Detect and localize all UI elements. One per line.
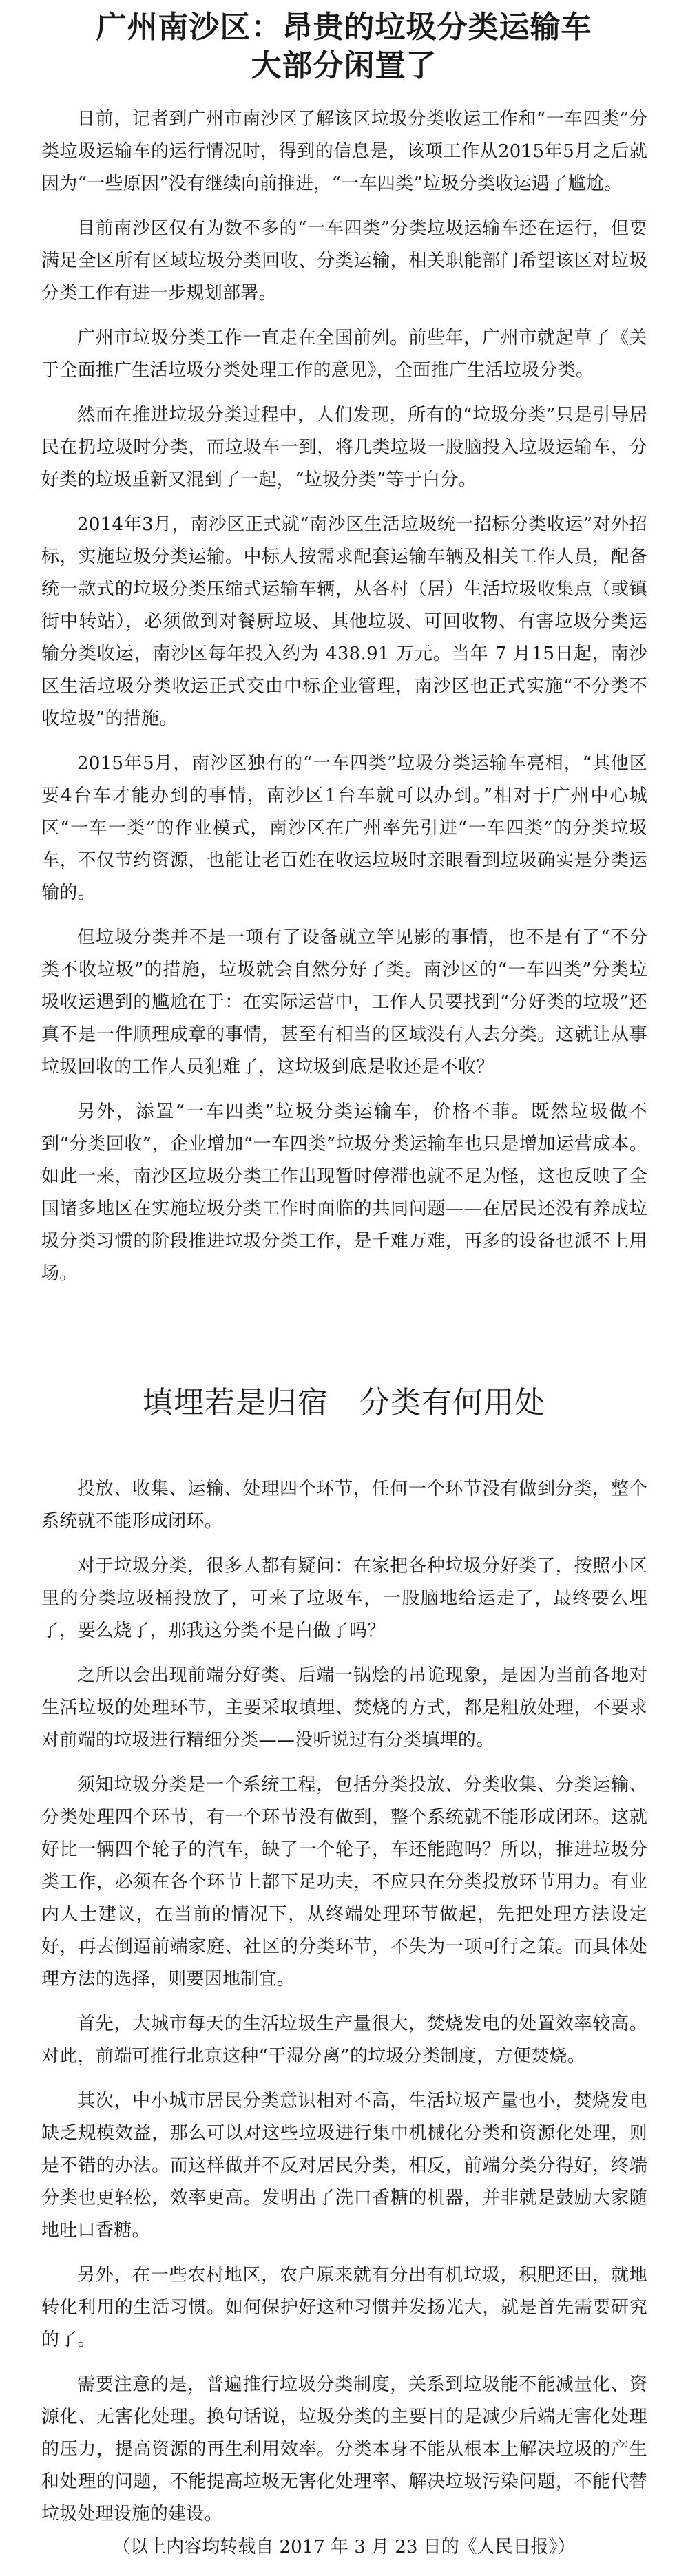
section-heading: 填埋若是归宿 分类有何用处 (143, 1385, 545, 1420)
article-body (41, 103, 647, 1302)
paragraph: 对于垃圾分类，很多人都有疑问：在家把各种垃圾分好类了，按照小区里的分类垃圾桶投放了，可来了垃圾车，一股脑地给运走了，最终要么埋了，要么烧了，那我这分类不是白做了吗？ (41, 1556, 647, 1641)
paragraph: 目前南沙区仅有为数不多的“一车四类”分类垃圾运输车还在运行，但要满足全区所有区域垃圾分类回收、分类运输，相关职能部门希望该区对垃圾分类工作有进一步规划部署。 (41, 218, 647, 304)
paragraph: 日前，记者到广州市南沙区了解该区垃圾分类收运工作和“一车四类”分类垃圾运输车的运行情况时，得到的信息是，该项工作从2015年5月之后就因为“一些原因”没有继续向前推进，“一车四类”垃圾分类收运遇了尴尬。 (41, 109, 647, 194)
paragraph: 需要注意的是，普遍推行垃圾分类制度，关系到垃圾能不能减量化、资源化、无害化处理。换句话说，垃圾分类的主要目的是减少后端无害化处理的压力，提高资源的再生利用效率。分类本身不能从根本上解决垃圾的产生和处理的问题，不能提高垃圾无害化处理率、解决垃圾污染问题，不能代替垃圾处理设施的建设。 (41, 2374, 647, 2524)
paragraph: 另外，在一些农村地区，农户原来就有分出有机垃圾，积肥还田，就地转化利用的生活习惯。如何保护好这种习惯并发扬光大，就是首先需要研究的了。 (41, 2265, 647, 2350)
paragraph: 之所以会出现前端分好类、后端一锅烩的吊诡现象，是因为当前各地对生活垃圾的处理环节，主要采取填埋、焚烧的方式，都是粗放处理，不要求对前端的垃圾进行精细分类——没听说过有分类填埋的。 (41, 1665, 647, 1751)
paragraph: 首先，大城市每天的生活垃圾生产量很大，焚烧发电的处置效率较高。对此，前端可推行北京这种“干湿分离”的垃圾分类制度，方便焚烧。 (41, 2014, 647, 2067)
paragraph: 2014年3月，南沙区正式就“南沙区生活垃圾统一招标分类收运”对外招标，实施垃圾分类运输。中标人按需求配套运输车辆及相关工作人员，配备统一款式的垃圾分类压缩式运输车辆，从各村（居）生活垃圾收集点（或镇街中转站），必须做到对餐厨垃圾、其他垃圾、可回收物、有害垃圾分类运输分类收运，南沙区每年投入约为 438.91 万元。当年 7 月15日起，南沙区生活垃圾分类收运正式交由中标企业管理，南沙区也正式实施“不分类不收垃圾”的措施。 (41, 514, 647, 729)
paragraph: 须知垃圾分类是一个系统工程，包括分类投放、分类收集、分类运输、分类处理四个环节，有一个环节没有做到，整个系统就不能形成闭环。这就好比一辆四个轮子的汽车，缺了一个轮子，车还能跑吗？所以，推进垃圾分类工作，必须在各个环节上都下足功夫，不应只在分类投放环节用力。有业内人士建议，在当前的情况下，从终端处理环节做起，先把处理方法设定好，再去倒逼前端家庭、社区的分类环节，不失为一项可行之策。而具体处理方法的选择，则要因地制宜。 (41, 1775, 647, 1989)
article-title (28, 8, 660, 85)
paragraph: 2015年5月，南沙区独有的“一车四类”垃圾分类运输车亮相，“其他区要4台车才能办到的事情，南沙区1台车就可以办到。”相对于广州中心城区“一车一类”的作业模式，南沙区在广州率先引进“一车四类”的分类垃圾车，不仅节约资源，也能让老百姓在收运垃圾时亲眼看到垃圾确实是分类运输的。 (41, 753, 647, 903)
source-credit: （以上内容均转载自 2017 年 3 月 23 日的《人民日报》） (112, 2537, 576, 2557)
title-line-1: 广州南沙区：昂贵的垃圾分类运输车 (96, 10, 592, 45)
paragraph: 但垃圾分类并不是一项有了设备就立竿见影的事情，也不是有了“不分类不收垃圾”的措施，垃圾就会自然分好了类。南沙区的“一车四类”分类垃圾收运遇到的尴尬在于：在实际运营中，工作人员要找到“分好类的垃圾”还真不是一件顺理成章的事情，甚至有相当的区域没有人去分类。这就让从事垃圾回收的工作人员犯难了，这垃圾到底是收还是不收？ (41, 927, 647, 1077)
title-line-2: 大部分闲置了 (251, 48, 437, 83)
paragraph: 投放、收集、运输、处理四个环节，任何一个环节没有做到分类，整个系统就不能形成闭环。 (41, 1479, 647, 1532)
paragraph: 其次，中小城市居民分类意识相对不高，生活垃圾产量也小，焚烧发电缺乏规模效益，那么可以对这些垃圾进行集中机械化分类和资源化处理，则是不错的办法。而这样做并不反对居民分类，相反，前端分类分得好，终端分类也更轻松，效率更高。发明出了洗口香糖的机器，并非就是鼓励大家随地吐口香糖。 (41, 2091, 647, 2241)
paragraph: 广州市垃圾分类工作一直走在全国前列。前些年，广州市就起草了《关于全面推广生活垃圾分类处理工作的意见》，全面推广生活垃圾分类。 (41, 328, 647, 381)
paragraph: 另外，添置“一车四类”垃圾分类运输车，价格不菲。既然垃圾做不到“分类回收”，企业增加“一车四类”垃圾分类运输车也只是增加运营成本。如此一来，南沙区垃圾分类工作出现暂时停滞也就不足为怪，这也反映了全国诸多地区在实施垃圾分类工作时面临的共同问题——在居民还没有养成垃圾分类习惯的阶段推进垃圾分类工作，是千难万难，再多的设备也派不上用场。 (41, 1101, 647, 1284)
paragraph: 然而在推进垃圾分类过程中，人们发现，所有的“垃圾分类”只是引导居民在扔垃圾时分类，而垃圾车一到，将几类垃圾一股脑投入垃圾运输车，分好类的垃圾重新又混到了一起，“垃圾分类”等于白分。 (41, 405, 647, 490)
commentary-body (41, 1473, 647, 2543)
